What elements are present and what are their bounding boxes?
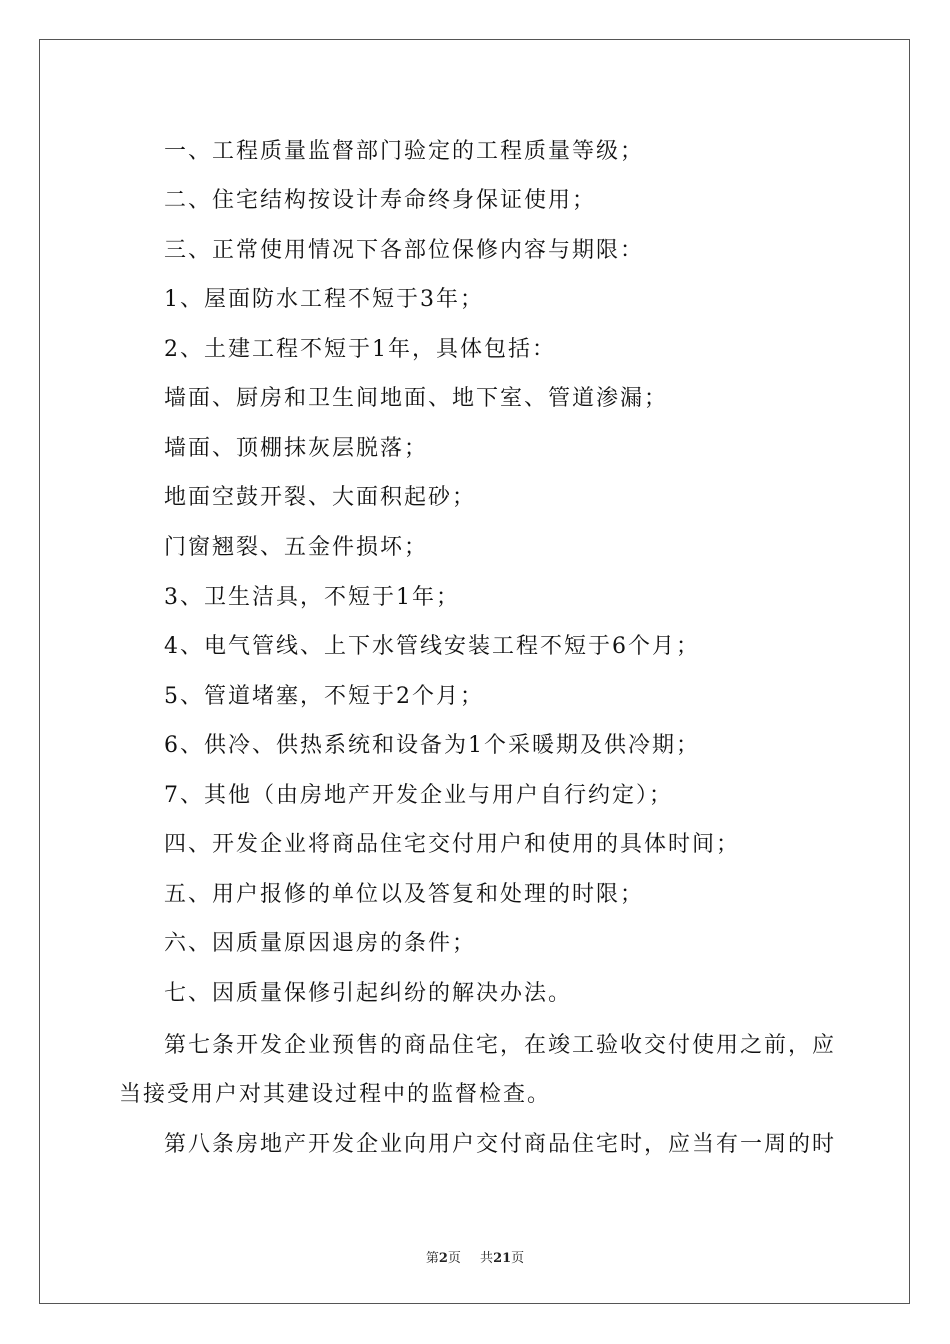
text-line: 五、用户报修的单位以及答复和处理的时限； <box>164 882 645 907</box>
page-indicator <box>426 1251 461 1266</box>
total-prefix: 共 <box>480 1251 494 1266</box>
text-line: 四、开发企业将商品住宅交付用户和使用的具体时间； <box>164 832 741 857</box>
text-line: 地面空鼓开裂、大面积起砂； <box>164 485 477 510</box>
total-pages: 21 <box>493 1251 512 1266</box>
text-line: 墙面、厨房和卫生间地面、地下室、管道渗漏； <box>164 386 669 411</box>
text-line: 第七条开发企业预售的商品住宅，在竣工验收交付使用之前，应 <box>164 1033 837 1058</box>
text-line: 墙面、顶棚抹灰层脱落； <box>164 436 429 461</box>
text-line: 七、因质量保修引起纠纷的解决办法。 <box>164 981 573 1006</box>
text-line: 3、卫生洁具，不短于1年； <box>164 585 460 610</box>
text-line: 4、电气管线、上下水管线安装工程不短于6个月； <box>164 634 700 659</box>
text-line: 当接受用户对其建设过程中的监督检查。 <box>119 1082 552 1107</box>
text-line: 1、屋面防水工程不短于3年； <box>164 287 484 312</box>
text-line: 7、其他（由房地产开发企业与用户自行约定）； <box>164 783 673 808</box>
page-footer <box>0 1247 950 1266</box>
text-line: 2、土建工程不短于1年，具体包括： <box>164 337 556 362</box>
page-border <box>39 39 910 1304</box>
text-line: 第八条房地产开发企业向用户交付商品住宅时，应当有一周的时 <box>164 1132 837 1157</box>
text-line: 5、管道堵塞，不短于2个月； <box>164 684 484 709</box>
text-line: 二、住宅结构按设计寿命终身保证使用； <box>164 188 597 213</box>
page-prefix: 第 <box>425 1251 439 1266</box>
total-suffix: 页 <box>511 1251 525 1266</box>
text-line: 门窗翘裂、五金件损坏； <box>164 535 429 560</box>
text-line: 6、供冷、供热系统和设备为1个采暖期及供冷期； <box>164 733 700 758</box>
page-number: 2 <box>438 1251 448 1266</box>
page-suffix: 页 <box>447 1251 461 1266</box>
text-line: 三、正常使用情况下各部位保修内容与期限： <box>164 238 645 263</box>
text-line: 一、工程质量监督部门验定的工程质量等级； <box>164 139 645 164</box>
text-line: 六、因质量原因退房的条件； <box>164 931 477 956</box>
total-indicator <box>480 1251 524 1266</box>
